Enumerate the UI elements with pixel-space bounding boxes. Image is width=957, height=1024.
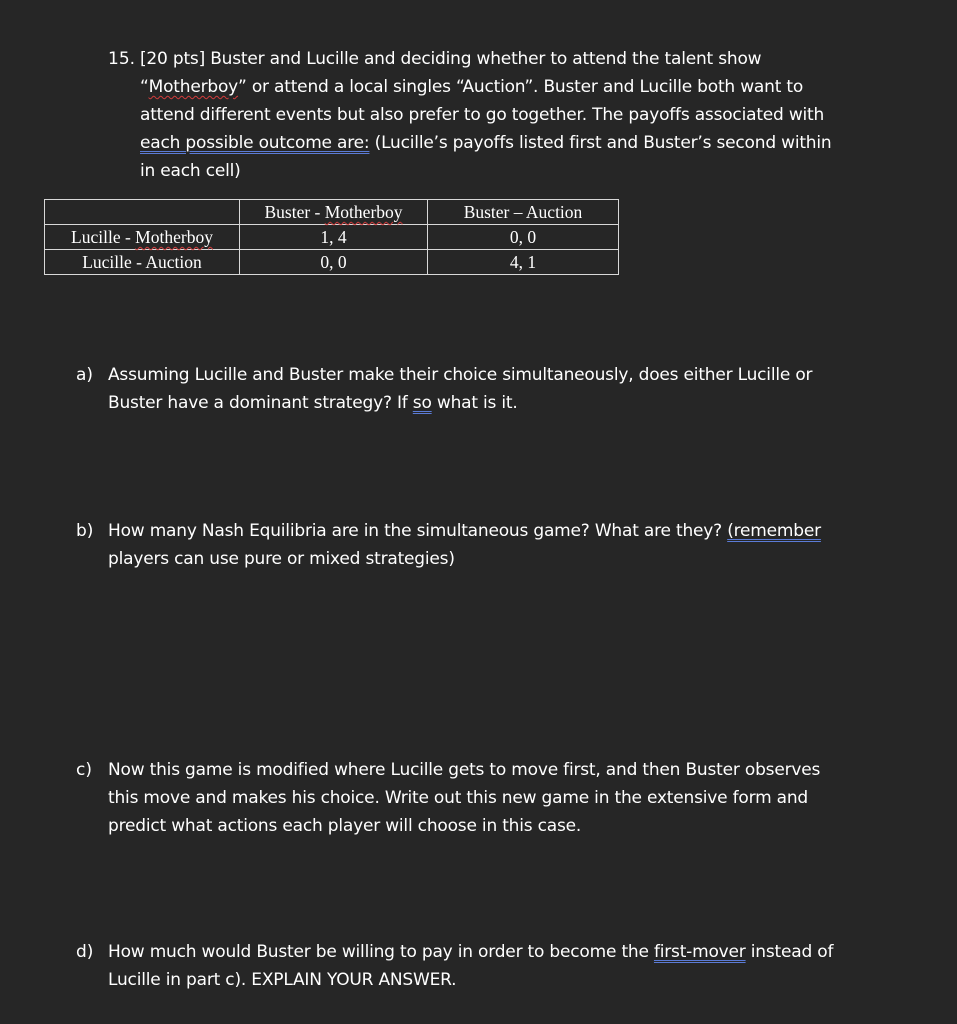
problem-statement — [140, 45, 831, 185]
col-header-prefix: Buster - — [264, 202, 325, 222]
question-c — [108, 756, 820, 840]
problem-line-3: attend different events but also prefer to go together. The payoffs associated with — [140, 105, 825, 125]
grammar-flag-so: so — [412, 393, 432, 413]
col-header-word: Motherboy — [324, 202, 403, 222]
question-d-line-2: Lucille in part c). EXPLAIN YOUR ANSWER. — [108, 970, 457, 990]
payoff-matrix — [44, 199, 619, 275]
col-header-buster-auction: Buster – Auction — [428, 200, 619, 225]
question-b-marker: b) — [76, 521, 94, 541]
problem-line-4-rest: (Lucille’s payoffs listed first and Buster’s second within — [369, 133, 832, 153]
question-b-line-1 — [108, 517, 821, 545]
question-c-line-3: predict what actions each player will choose in this case. — [108, 816, 582, 836]
table-corner-cell — [45, 200, 240, 225]
question-d-line-1 — [108, 938, 833, 966]
question-c-line-1: Now this game is modified where Lucille gets to move first, and then Buster observes — [108, 760, 821, 780]
question-a-marker: a) — [76, 365, 94, 385]
table-row — [45, 225, 619, 250]
grammar-flag-first-mover: first-mover — [653, 942, 746, 962]
question-c-marker: c) — [76, 760, 92, 780]
question-b — [108, 517, 821, 573]
payoff-cell-aa: 4, 1 — [428, 250, 619, 275]
question-d-line-1-start: How much would Buster be willing to pay in order to become the — [108, 942, 654, 962]
row-header-word: Auction — [145, 252, 202, 272]
col-header-buster-motherboy — [240, 200, 428, 225]
problem-number: 15. — [108, 49, 136, 69]
grammar-flag-are: each possible outcome are: — [140, 133, 370, 153]
question-d-line-1-end: instead of — [745, 942, 834, 962]
payoff-cell-ma: 0, 0 — [428, 225, 619, 250]
problem-line-5: in each cell) — [140, 161, 241, 181]
problem-line-2-rest: ” or attend a local singles “Auction”. Buster and Lucille both want to — [238, 77, 804, 97]
problem-line-4 — [140, 129, 831, 157]
question-a — [108, 361, 812, 417]
row-header-prefix: Lucille - — [71, 227, 136, 247]
question-a-line-1: Assuming Lucille and Buster make their choice simultaneously, does either Lucille or — [108, 365, 813, 385]
question-d-marker: d) — [76, 942, 94, 962]
table-header-row — [45, 200, 619, 225]
table-row — [45, 250, 619, 275]
question-a-line-2 — [108, 389, 812, 417]
question-c-line-2: this move and makes his choice. Write out this new game in the extensive form and — [108, 788, 809, 808]
row-header-lucille-motherboy — [45, 225, 240, 250]
question-a-line-2-end: what is it. — [431, 393, 518, 413]
question-a-line-2-start: Buster have a dominant strategy? If — [108, 393, 413, 413]
grammar-flag-remember: (remember — [727, 521, 821, 541]
question-b-line-2: players can use pure or mixed strategies) — [108, 549, 455, 569]
problem-line-1: [20 pts] Buster and Lucille and deciding whether to attend the talent show — [140, 49, 762, 69]
payoff-cell-mm: 1, 4 — [240, 225, 428, 250]
spellcheck-word-motherboy: Motherboy — [148, 77, 239, 97]
question-d — [108, 938, 833, 994]
row-header-word: Motherboy — [135, 227, 213, 247]
row-header-lucille-auction — [45, 250, 240, 275]
question-b-line-1-start: How many Nash Equilibria are in the simultaneous game? What are they? — [108, 521, 728, 541]
problem-line-2 — [140, 73, 831, 101]
row-header-prefix: Lucille - — [82, 252, 146, 272]
open-quote: “ — [140, 77, 149, 97]
payoff-cell-am: 0, 0 — [240, 250, 428, 275]
